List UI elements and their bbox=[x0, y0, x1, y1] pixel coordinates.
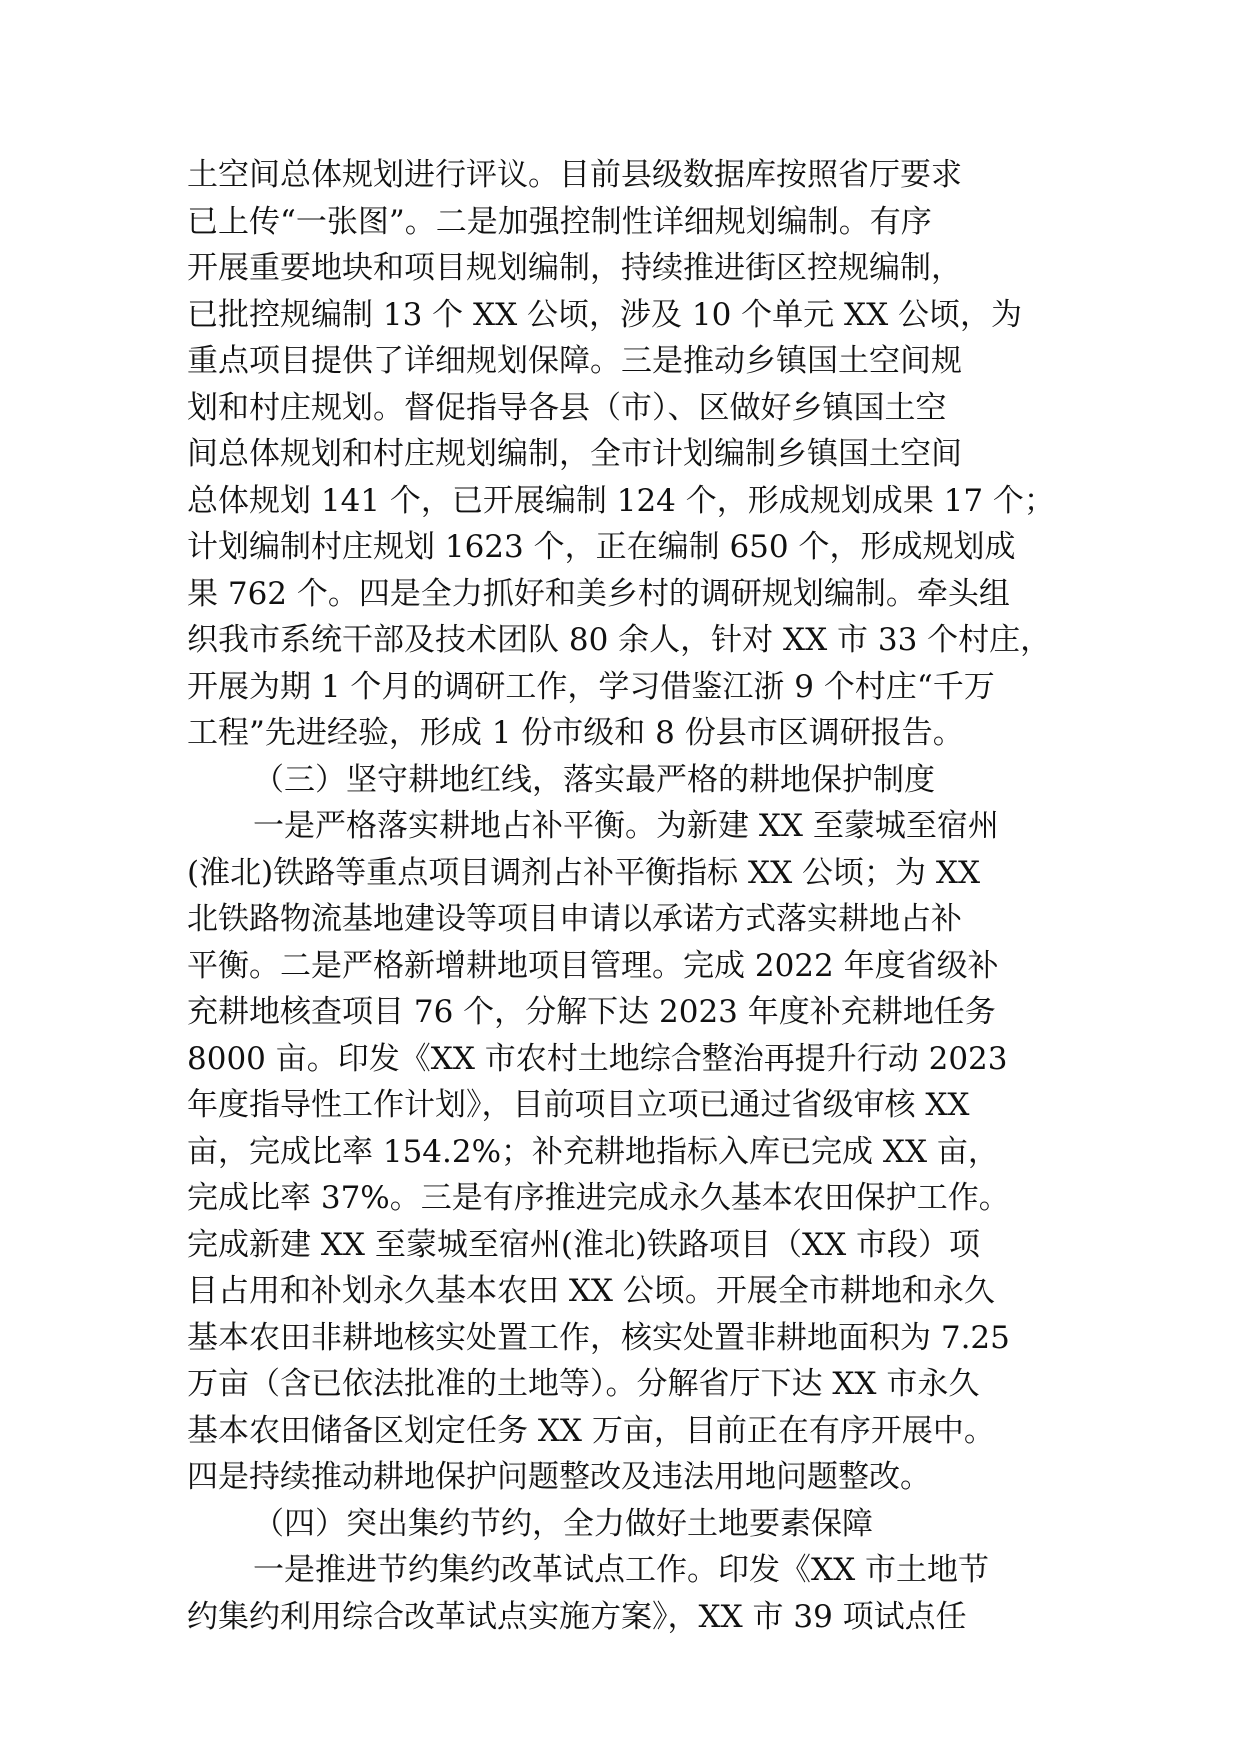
text-line: 土空间总体规划进行评议。目前县级数据库按照省厅要求 bbox=[187, 157, 962, 193]
text-line: 亩，完成比率 154.2%；补充耕地指标入库已完成 XX 亩， bbox=[187, 1133, 999, 1170]
text-line: 重点项目提供了详细规划保障。三是推动乡镇国土空间规 bbox=[187, 343, 962, 379]
text-line: 约集约利用综合改革试点实施方案》，XX 市 39 项试点任 bbox=[187, 1598, 967, 1635]
text-line: 织我市系统干部及技术团队 80 余人，针对 XX 市 33 个村庄， bbox=[187, 622, 1052, 658]
text-line: 划和村庄规划。督促指导各县（市）、区做好乡镇国土空 bbox=[187, 389, 947, 426]
text-line: 北铁路物流基地建设等项目申请以承诺方式落实耕地占补 bbox=[187, 901, 962, 937]
text-line: 一是严格落实耕地占补平衡。为新建 XX 至蒙城至宿州 bbox=[253, 808, 999, 844]
text-line: 工程”先进经验，形成 1 份市级和 8 份县市区调研报告。 bbox=[187, 715, 964, 751]
text-line: 计划编制村庄规划 1623 个，正在编制 650 个，形成规划成 bbox=[187, 529, 1016, 565]
text-line: 万亩（含已依法批准的土地等）。分解省厅下达 XX 市永久 bbox=[187, 1366, 980, 1402]
text-line: 四是持续推动耕地保护问题整改及违法用地问题整改。 bbox=[187, 1459, 931, 1495]
text-line: 开展为期 1 个月的调研工作，学习借鉴江浙 9 个村庄“千万 bbox=[187, 668, 995, 705]
text-line: 开展重要地块和项目规划编制，持续推进街区控规编制， bbox=[187, 250, 962, 286]
document-body bbox=[187, 152, 1067, 1640]
text-line: 平衡。二是严格新增耕地项目管理。完成 2022 年度省级补 bbox=[187, 947, 999, 984]
text-line: 基本农田非耕地核实处置工作，核实处置非耕地面积为 7.25 bbox=[187, 1319, 1010, 1356]
text-line: 一是推进节约集约改革试点工作。印发《XX 市土地节 bbox=[253, 1552, 989, 1588]
text-line: 完成比率 37%。三是有序推进完成永久基本农田保护工作。 bbox=[187, 1180, 1010, 1216]
text-line: 已批控规编制 13 个 XX 公顷，涉及 10 个单元 XX 公顷，为 bbox=[187, 296, 1022, 333]
text-line: (淮北)铁路等重点项目调剂占补平衡指标 XX 公顷；为 XX bbox=[187, 854, 981, 891]
text-line: 年度指导性工作计划》，目前项目立项已通过省级审核 XX bbox=[187, 1087, 970, 1123]
text-line: 果 762 个。四是全力抓好和美乡村的调研规划编制。牵头组 bbox=[187, 575, 1010, 612]
section-heading: （三）坚守耕地红线，落实最严格的耕地保护制度 bbox=[253, 761, 935, 798]
text-line: 总体规划 141 个，已开展编制 124 个，形成规划成果 17 个； bbox=[187, 482, 1055, 519]
text-line: 8000 亩。印发《XX 市农村土地综合整治再提升行动 2023 bbox=[187, 1040, 1008, 1077]
section-heading: （四）突出集约节约，全力做好土地要素保障 bbox=[253, 1505, 873, 1542]
text-line: 已上传“一张图”。二是加强控制性详细规划编制。有序 bbox=[187, 203, 932, 240]
text-line: 间总体规划和村庄规划编制，全市计划编制乡镇国土空间 bbox=[187, 436, 962, 472]
text-line: 基本农田储备区划定任务 XX 万亩，目前正在有序开展中。 bbox=[187, 1412, 995, 1449]
text-line: 充耕地核查项目 76 个，分解下达 2023 年度补充耕地任务 bbox=[187, 994, 996, 1030]
text-line: 目占用和补划永久基本农田 XX 公顷。开展全市耕地和永久 bbox=[187, 1273, 995, 1309]
text-line: 完成新建 XX 至蒙城至宿州(淮北)铁路项目（XX 市段）项 bbox=[187, 1226, 981, 1263]
